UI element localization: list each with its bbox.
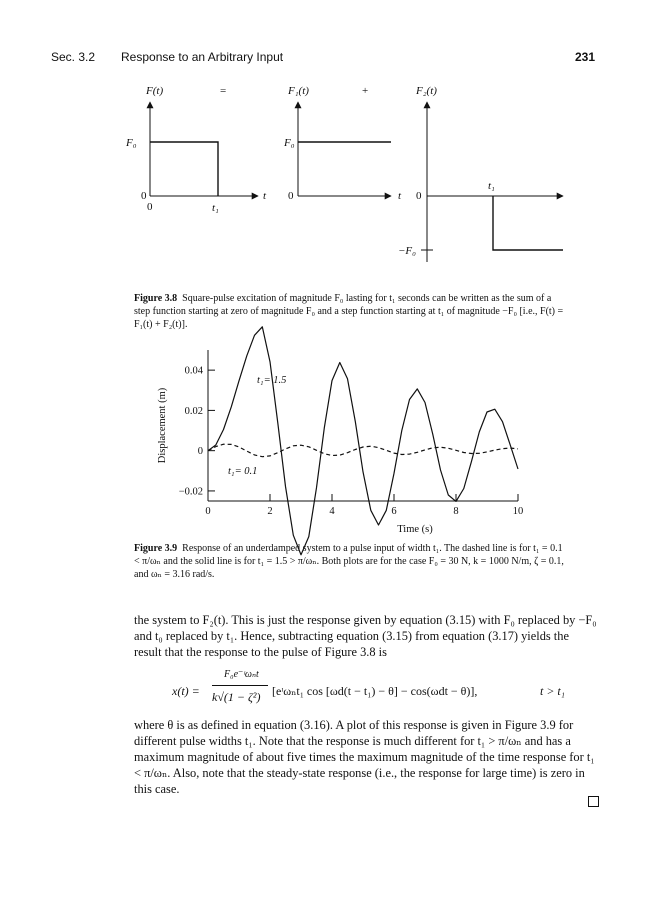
y-tick-label: −0.02 bbox=[178, 486, 203, 498]
label-plus: + bbox=[362, 85, 369, 97]
label-equals: = bbox=[220, 85, 227, 97]
figure-3-8 bbox=[0, 0, 647, 300]
x-tick-label: 2 bbox=[267, 506, 273, 517]
label-t-a: t bbox=[263, 190, 267, 202]
body-paragraph-2: where θ is as defined in equation (3.16). A plot of this response is given in Figure 3.9 for different pulse widths t₁. Note that the response is much different for t₁ > π/ωₙ and has a maximum magnitude of about five times the maximum magnitude of the time response for t₁ < π/ωₙ. Also, note that the steady-state response (i.e., the response for large time) is zero in this case. bbox=[134, 718, 595, 796]
f-pulse bbox=[150, 142, 218, 196]
figure-3-9-caption-text: Response of an underdamped system to a pulse input of width t₁. The dashed line is for t₁ = 0.1 < π/ωₙ and the solid line is for t₁ = 1.5 > π/ωₙ. Both plots are for the case F₀ = 30 N, k = 1000 N/m, ζ = 0.1, and ωₙ = 3.16 rad/s. bbox=[134, 543, 564, 580]
section-number: Sec. 3.2 bbox=[51, 50, 96, 64]
x-axis-title: Time (s) bbox=[397, 524, 433, 535]
series-line-t1-1-5 bbox=[208, 327, 518, 555]
equation-numerator: F₀e⁻ᶦωₙt bbox=[224, 669, 259, 680]
f2-step bbox=[493, 196, 563, 250]
running-title: Response to an Arbitrary Input bbox=[121, 50, 284, 64]
page-number: 231 bbox=[574, 50, 595, 64]
label-f0-a: F₀ bbox=[126, 137, 137, 149]
equation-bracket: [eᶦωₙt₁ cos [ωd(t − t₁) − θ] − cos(ωdt − θ)], bbox=[272, 684, 478, 698]
end-of-proof-box bbox=[588, 796, 599, 807]
label-f: F(t) bbox=[146, 85, 164, 97]
y-tick-label: 0.04 bbox=[184, 365, 203, 377]
label-zero-a: 0 bbox=[141, 190, 147, 202]
label-f1: F₁(t) bbox=[288, 85, 309, 97]
x-tick-label: 0 bbox=[205, 506, 211, 517]
figure-3-9-caption bbox=[134, 542, 564, 581]
label-t1-a: t₁ bbox=[212, 202, 219, 214]
equation-condition: t > t₁ bbox=[540, 684, 565, 698]
equation-denominator: k√(1 − ζ²) bbox=[212, 690, 261, 704]
annotation-t1-0-1: t₁= 0.1 bbox=[228, 466, 258, 477]
fraction-bar bbox=[212, 685, 268, 686]
x-tick-label: 6 bbox=[391, 506, 397, 517]
y-tick-label: 0 bbox=[197, 446, 203, 458]
annotation-t1-1-5: t₁= 1.5 bbox=[257, 375, 287, 386]
label-f0-b: F₀ bbox=[284, 137, 295, 149]
label-t1-c: t₁ bbox=[488, 180, 495, 192]
figure-3-9-label: Figure 3.9 bbox=[134, 543, 178, 554]
label-zero-a2: 0 bbox=[147, 201, 153, 213]
series-line-t1-0-1 bbox=[208, 444, 518, 457]
figure-3-8-caption bbox=[134, 292, 564, 331]
label-zero-c: 0 bbox=[416, 190, 422, 202]
figure-3-8-label: Figure 3.8 bbox=[134, 293, 178, 304]
x-tick-label: 10 bbox=[512, 506, 524, 517]
label-neg-f0: −F₀ bbox=[398, 245, 416, 257]
y-tick-label: 0.02 bbox=[184, 405, 203, 417]
figure-3-8-caption-text: Square-pulse excitation of magnitude F₀ lasting for t₁ seconds can be written as the sum of a step function starting at zero of magnitude F₀ and a step function starting at t₁ of magnitude −F₀ [i.e., F(t) = F₁(t) + F₂(t)]. bbox=[134, 293, 564, 330]
x-tick-label: 4 bbox=[329, 506, 335, 517]
y-axis-title: Displacement (m) bbox=[157, 387, 168, 464]
label-f2: F₂(t) bbox=[416, 85, 437, 97]
label-t-b: t bbox=[398, 190, 402, 202]
x-tick-label: 8 bbox=[453, 506, 459, 517]
body-paragraph-1: the system to F₂(t). This is just the response given by equation (3.15) with F₀ replaced by −F₀ and t₀ replaced by t₁. Hence, subtracting equation (3.15) from equation (3.17) yields the result that the response to the pulse of Figure 3.8 is bbox=[134, 613, 597, 659]
label-zero-b: 0 bbox=[288, 190, 294, 202]
equation-lhs: x(t) = bbox=[172, 684, 200, 698]
